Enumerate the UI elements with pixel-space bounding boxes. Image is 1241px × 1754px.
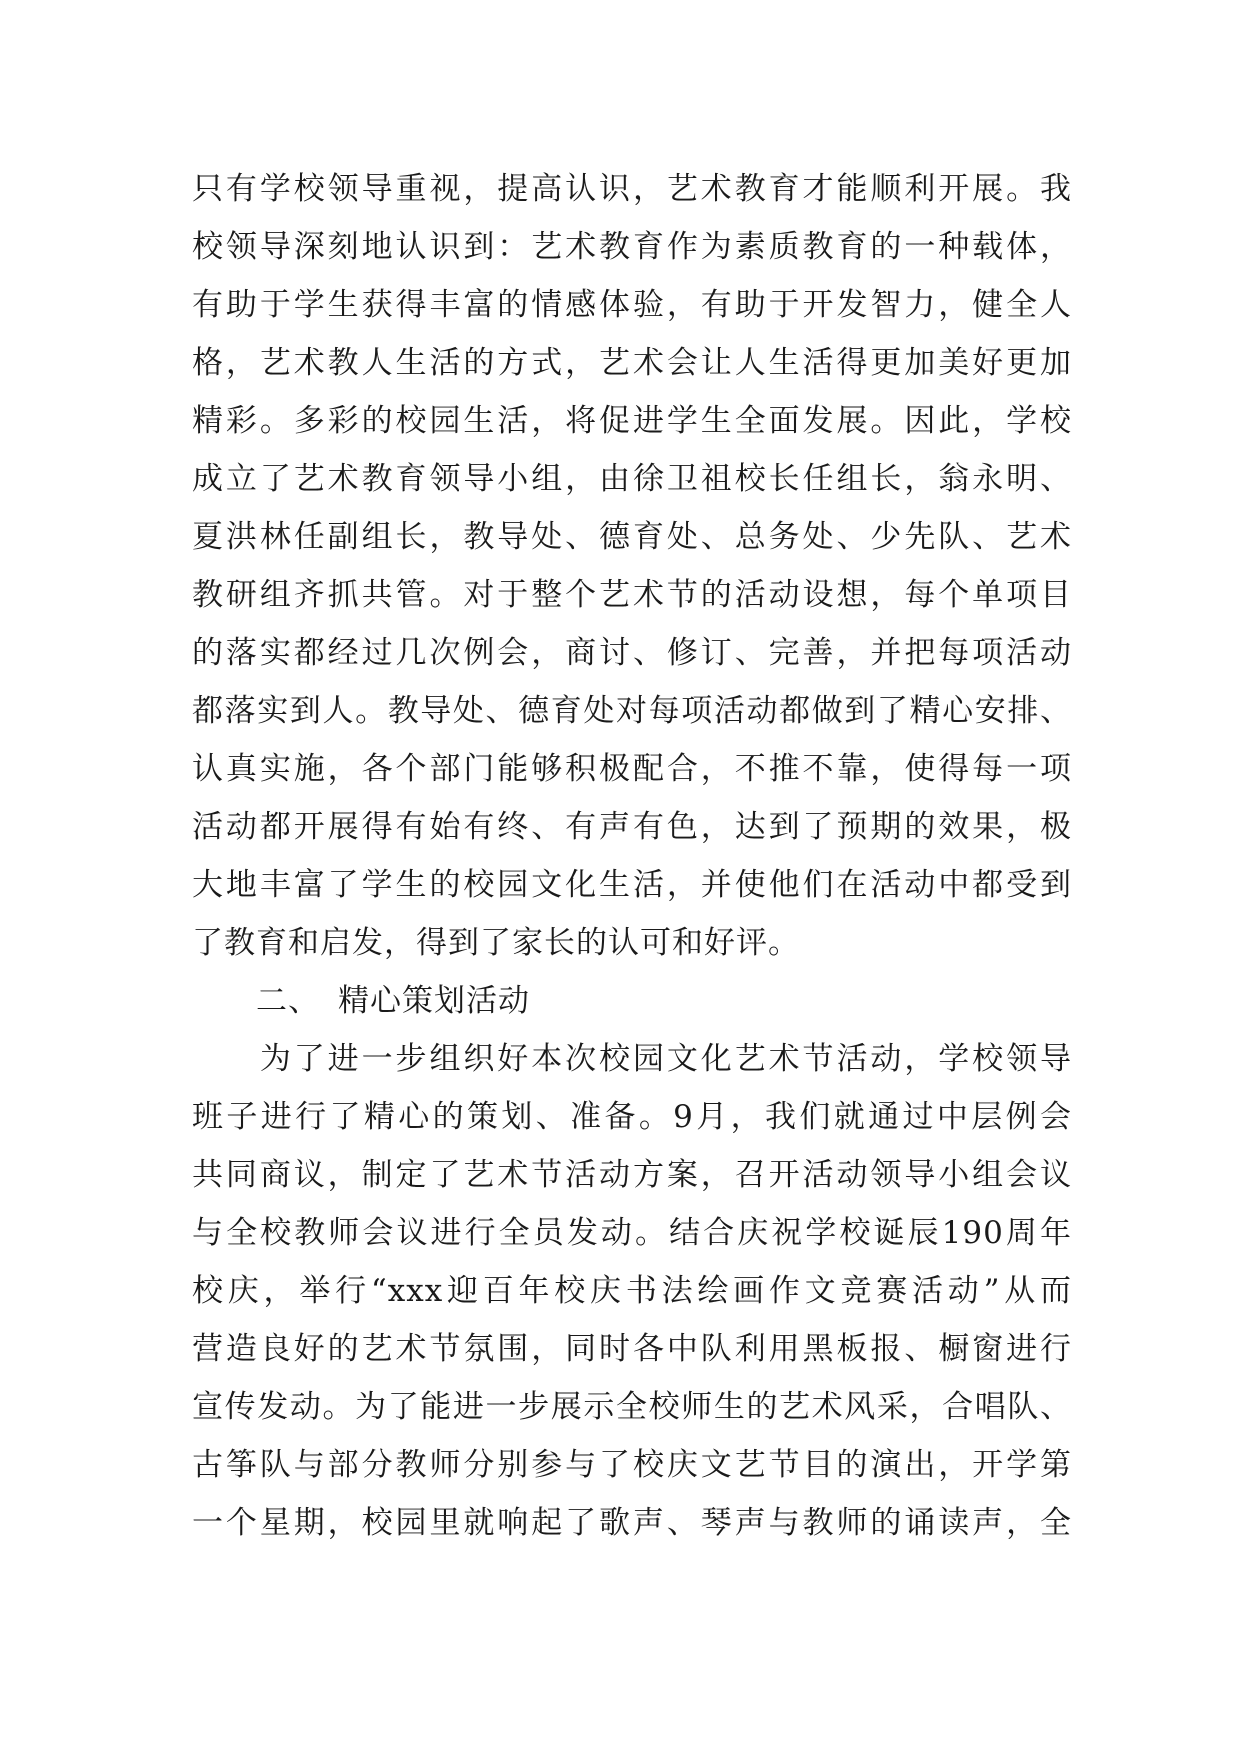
- text-line: 宣传发动。为了能进一步展示全校师生的艺术风采，合唱队、: [192, 1389, 1072, 1425]
- text-line: 一个星期，校园里就响起了歌声、琴声与教师的诵读声，全: [192, 1505, 1072, 1541]
- text-line: 格，艺术教人生活的方式，艺术会让人生活得更加美好更加: [192, 345, 1072, 381]
- text-line: 成立了艺术教育领导小组，由徐卫祖校长任组长，翁永明、: [192, 461, 1072, 497]
- section-number: 二、: [256, 983, 320, 1019]
- paragraph-1: [192, 160, 1072, 972]
- text-line: 都落实到人。教导处、德育处对每项活动都做到了精心安排、: [192, 693, 1072, 729]
- paragraph-2: [192, 1030, 1072, 1552]
- text-line: 共同商议，制定了艺术节活动方案，召开活动领导小组会议: [192, 1157, 1072, 1193]
- text-line: 活动都开展得有始有终、有声有色，达到了预期的效果，极: [192, 809, 1072, 845]
- section-title: 精心策划活动: [338, 983, 530, 1019]
- text-line: 古筝队与部分教师分别参与了校庆文艺节目的演出，开学第: [192, 1447, 1072, 1483]
- text-line: 夏洪林任副组长，教导处、德育处、总务处、少先队、艺术: [192, 519, 1072, 555]
- text-line: 精彩。多彩的校园生活，将促进学生全面发展。因此，学校: [192, 403, 1072, 439]
- text-line: 了教育和启发，得到了家长的认可和好评。: [192, 925, 800, 961]
- text-line: 大地丰富了学生的校园文化生活，并使他们在活动中都受到: [192, 867, 1072, 903]
- text-line: 为了进一步组织好本次校园文化艺术节活动，学校领导: [192, 1041, 1072, 1077]
- text-line: 的落实都经过几次例会，商讨、修订、完善，并把每项活动: [192, 635, 1072, 671]
- document-body: [192, 160, 1072, 1552]
- text-line: 营造良好的艺术节氛围，同时各中队利用黑板报、橱窗进行: [192, 1331, 1072, 1367]
- text-line: 只有学校领导重视，提高认识，艺术教育才能顺利开展。我: [192, 171, 1072, 207]
- text-line: 教研组齐抓共管。对于整个艺术节的活动设想，每个单项目: [192, 577, 1072, 613]
- text-line: 校领导深刻地认识到：艺术教育作为素质教育的一种载体，: [192, 229, 1072, 265]
- text-line: 与全校教师会议进行全员发动。结合庆祝学校诞辰190周年: [192, 1215, 1072, 1251]
- text-line: 班子进行了精心的策划、准备。9月，我们就通过中层例会: [192, 1099, 1072, 1135]
- section-heading: [192, 972, 1072, 1030]
- text-line: 校庆，举行“xxx迎百年校庆书法绘画作文竞赛活动”从而: [192, 1273, 1072, 1309]
- text-line: 有助于学生获得丰富的情感体验，有助于开发智力，健全人: [192, 287, 1072, 323]
- text-line: 认真实施，各个部门能够积极配合，不推不靠，使得每一项: [192, 751, 1072, 787]
